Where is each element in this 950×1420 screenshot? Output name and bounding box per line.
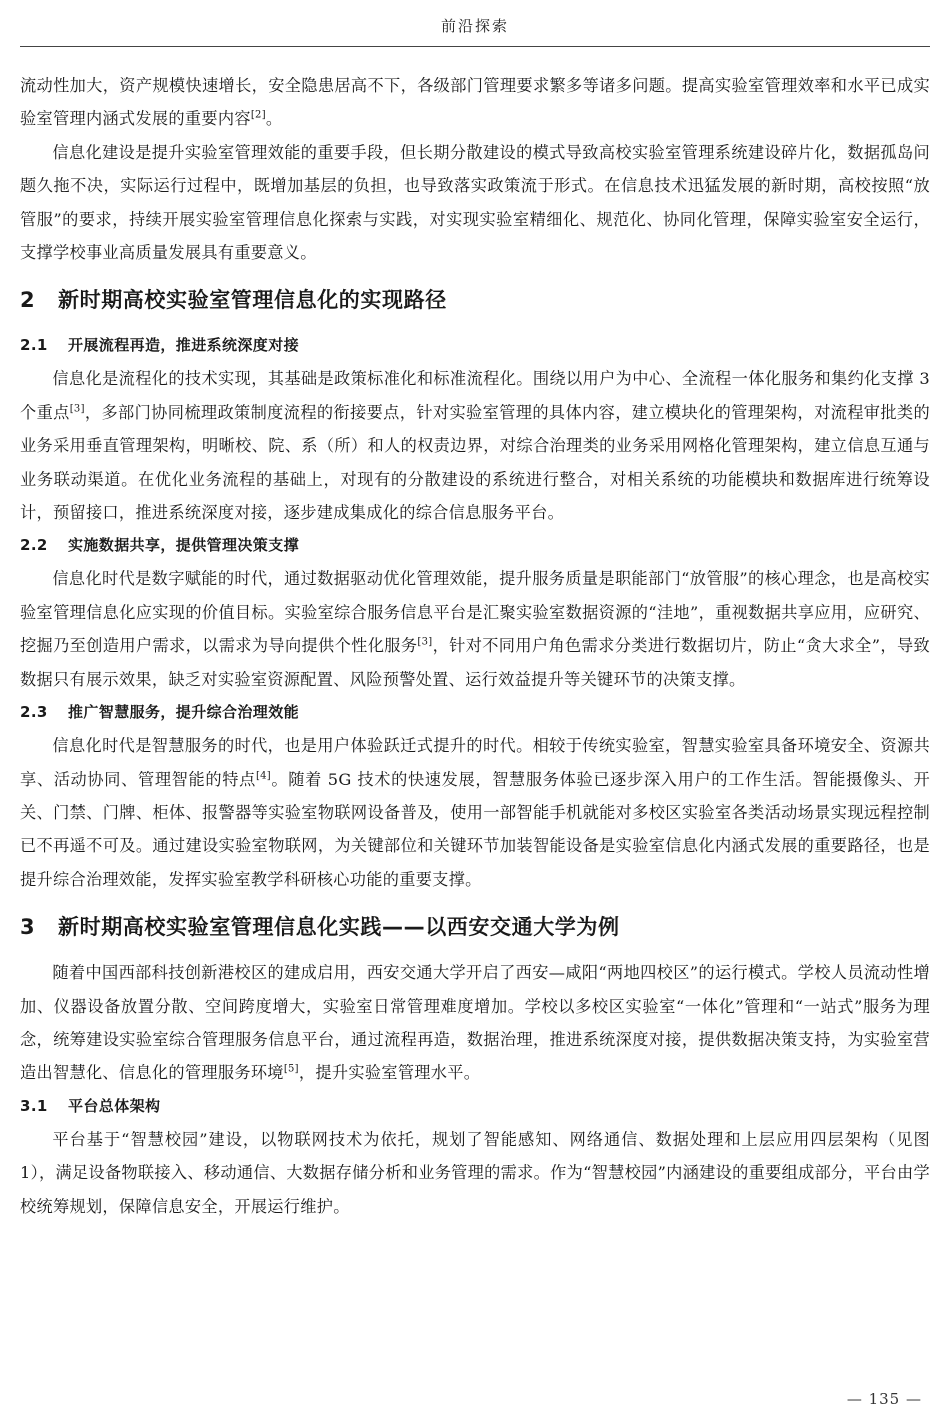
subsection-number: 2.1: [20, 336, 48, 355]
subsection-heading: [20, 1090, 930, 1123]
section-title: 新时期高校实验室管理信息化实践——以西安交通大学为例: [58, 915, 620, 940]
paragraph-text: 流动性加大，资产规模快速增长，安全隐患居高不下，各级部门管理要求繁多等诸多问题。提高实验室管理效率和水平已成实验室管理内涵式发展的重要内容: [20, 76, 930, 129]
paragraph-text: 平台基于“智慧校园”建设，以物联网技术为依托，规划了智能感知、网络通信、数据处理和上层应用四层架构（见图 1），满足设备物联接入、移动通信、大数据存储分析和业务管理的需求。作为“智慧校园”内涵建设的重要组成部分，平台由学校统筹规划，保障信息安全，开展运行维护。: [20, 1129, 930, 1216]
paragraph: [20, 1123, 930, 1223]
paragraph-text: 。随着 5G 技术的快速发展，智慧服务体验已逐步深入用户的工作生活。智能摄像头、开关、门禁、门牌、柜体、报警器等实验室物联网设备普及，使用一部智能手机就能对多校区实验室各类活动场景实现远程控制已不再遥不可及。通过建设实验室物联网，为关键部位和关键环节加装智能设备是实验室信息化内涵式发展的重要路径，也是提升综合治理效能，发挥实验室教学科研核心功能的重要支撑。: [20, 769, 930, 889]
paragraph-text: 随着中国西部科技创新港校区的建成启用，西安交通大学开启了西安—咸阳“两地四校区”的运行模式。学校人员流动性增加、仪器设备放置分散、空间跨度增大，实验室日常管理难度增加。学校以多校区实验室“一体化”管理和“一站式”服务为理念，统筹建设实验室综合管理服务信息平台，通过流程再造，数据治理，推进系统深度对接，提供数据决策支持，为实验室营造出智慧化、信息化的管理服务环境: [20, 963, 930, 1083]
page-number: — 135 —: [846, 1390, 922, 1408]
page: [20, 0, 930, 1223]
citation-marker: [5]: [283, 1063, 299, 1075]
section-heading: [20, 281, 930, 319]
subsection-title: 实施数据共享，提供管理决策支撑: [68, 536, 300, 555]
paragraph: [20, 956, 930, 1090]
subsection-heading: [20, 329, 930, 362]
citation-marker: [3]: [417, 636, 433, 648]
paragraph: [20, 562, 930, 696]
paragraph-text: 信息化时代是数字赋能的时代，通过数据驱动优化管理效能，提升服务质量是职能部门“放管服”的核心理念，也是高校实验室管理信息化应实现的价值目标。实验室综合服务信息平台是汇聚实验室数据资源的“洼地”，重视数据共享应用，应研究、挖掘乃至创造用户需求，以需求为导向提供个性化服务: [20, 569, 930, 656]
subsection-number: 3.1: [20, 1096, 48, 1115]
article-body: [20, 47, 930, 1223]
subsection-title: 平台总体架构: [68, 1096, 161, 1115]
subsection-number: 2.2: [20, 536, 48, 555]
section-title: 新时期高校实验室管理信息化的实现路径: [58, 288, 447, 313]
citation-marker: [3]: [69, 403, 85, 415]
paragraph-text: 信息化时代是智慧服务的时代，也是用户体验跃迁式提升的时代。相较于传统实验室，智慧实验室具备环境安全、资源共享、活动协同、管理智能的特点: [20, 736, 930, 789]
paragraph-text: ，提升实验室管理水平。: [298, 1063, 481, 1083]
subsection-title: 推广智慧服务，提升综合治理效能: [68, 703, 300, 722]
paragraph: [20, 136, 930, 270]
subsection-heading: [20, 696, 930, 729]
section-number: 3: [20, 915, 36, 940]
citation-marker: [4]: [255, 770, 272, 782]
subsection-heading: [20, 529, 930, 562]
section-number: 2: [20, 288, 36, 313]
paragraph: [20, 729, 930, 896]
paragraph-text: ，多部门协同梳理政策制度流程的衔接要点，针对实验室管理的具体内容，建立模块化的管理架构，对流程审批类的业务采用垂直管理架构，明晰校、院、系（所）和人的权责边界，对综合治理类的业务采用网格化管理架构，建立信息互通与业务联动渠道。在优化业务流程的基础上，对现有的分散建设的系统进行整合，对相关系统的功能模块和数据库进行统筹设计，预留接口，推进系统深度对接，逐步建成集成化的综合信息服务平台。: [20, 402, 930, 523]
paragraph-text: 。: [265, 109, 283, 129]
subsection-title: 开展流程再造，推进系统深度对接: [68, 336, 300, 355]
paragraph: [20, 69, 930, 136]
paragraph-text: 信息化是流程化的技术实现，其基础是政策标准化和标准流程化。围绕以用户为中心、全流程一体化服务和集约化支撑 3 个重点: [20, 369, 930, 422]
running-head: 前沿探索: [20, 0, 930, 47]
subsection-number: 2.3: [20, 703, 48, 722]
paragraph-text: 信息化建设是提升实验室管理效能的重要手段，但长期分散建设的模式导致高校实验室管理系统建设碎片化，数据孤岛问题久拖不决，实际运行过程中，既增加基层的负担，也导致落实政策流于形式。在信息技术迅猛发展的新时期，高校按照“放管服”的要求，持续开展实验室管理信息化探索与实践，对实现实验室精细化、规范化、协同化管理，保障实验室安全运行，支撑学校事业高质量发展具有重要意义。: [20, 142, 930, 263]
citation-marker: [2]: [250, 110, 266, 122]
paragraph: [20, 362, 930, 529]
section-heading: [20, 908, 930, 946]
paragraph-text: ，针对不同用户角色需求分类进行数据切片，防止“贪大求全”，导致数据只有展示效果，缺乏对实验室资源配置、风险预警处置、运行效益提升等关键环节的决策支撑。: [20, 636, 930, 689]
